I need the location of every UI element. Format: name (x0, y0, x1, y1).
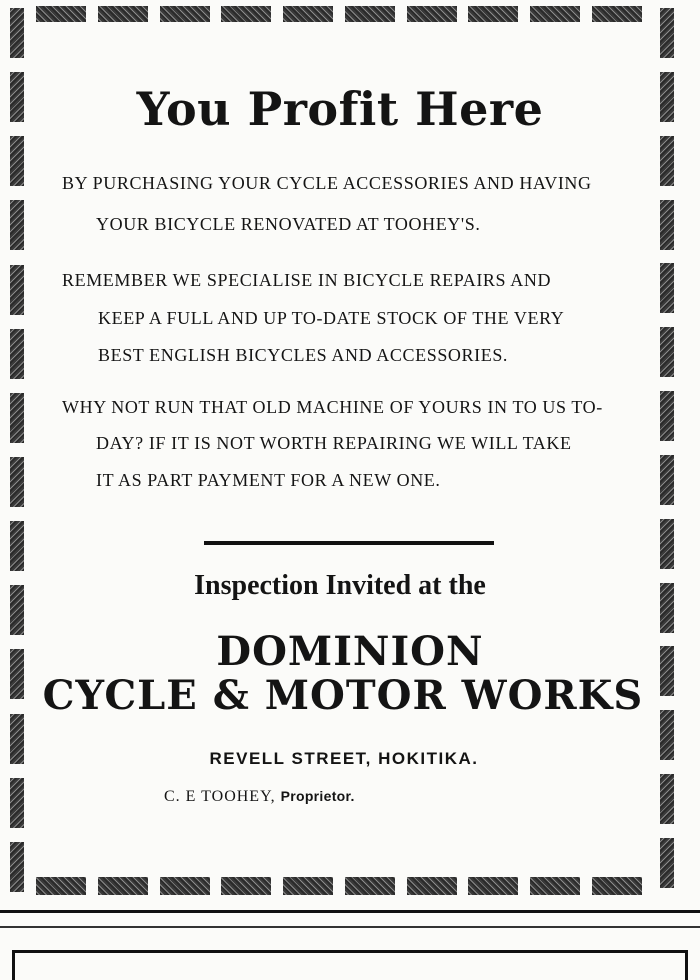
border-segment (407, 6, 457, 22)
border-segment (10, 265, 24, 315)
border-segment (660, 200, 674, 250)
border-segment (530, 6, 580, 22)
border-segment (10, 136, 24, 186)
border-segment (660, 8, 674, 58)
border-segment (98, 6, 148, 22)
body-text-line: KEEP A FULL AND UP TO-DATE STOCK OF THE VERY (98, 308, 565, 328)
decorative-border-bottom (36, 877, 642, 895)
company-name-line-1: DOMINION (216, 628, 484, 675)
proprietor-name: C. E TOOHEY, (164, 788, 276, 805)
border-segment (660, 838, 674, 888)
border-segment (10, 8, 24, 58)
body-text-line: YOUR BICYCLE RENOVATED AT TOOHEY'S. (96, 214, 481, 234)
border-segment (468, 6, 518, 22)
body-text-line: IT AS PART PAYMENT FOR A NEW ONE. (96, 470, 441, 490)
body-text-line: DAY? IF IT IS NOT WORTH REPAIRING WE WILL TAKE (96, 433, 572, 453)
border-segment (221, 877, 271, 895)
border-segment (10, 778, 24, 828)
column-rule (0, 910, 700, 913)
border-segment (660, 455, 674, 505)
border-segment (660, 774, 674, 824)
proprietor-credit (164, 788, 355, 806)
border-segment (283, 6, 333, 22)
border-segment (10, 457, 24, 507)
border-segment (98, 877, 148, 895)
advert-headline: You Profit Here (136, 82, 544, 136)
border-segment (660, 263, 674, 313)
border-segment (221, 6, 271, 22)
border-segment (345, 877, 395, 895)
body-text-line: WHY NOT RUN THAT OLD MACHINE OF YOURS IN TO US TO- (62, 397, 603, 417)
border-segment (345, 6, 395, 22)
border-segment (660, 519, 674, 569)
company-name-line-2: CYCLE & MOTOR WORKS (42, 672, 644, 719)
body-text-line: REMEMBER WE SPECIALISE IN BICYCLE REPAIRS AND (62, 270, 552, 290)
proprietor-role: Proprietor. (280, 788, 355, 804)
next-advert-frame (12, 950, 688, 980)
border-segment (530, 877, 580, 895)
body-text-line: BEST ENGLISH BICYCLES AND ACCESSORIES. (98, 345, 509, 365)
border-segment (36, 877, 86, 895)
border-segment (10, 842, 24, 892)
border-segment (660, 327, 674, 377)
border-segment (283, 877, 333, 895)
border-segment (407, 877, 457, 895)
border-segment (160, 877, 210, 895)
business-address: REVELL STREET, HOKITIKA. (209, 749, 479, 768)
border-segment (660, 136, 674, 186)
body-text-line: BY PURCHASING YOUR CYCLE ACCESSORIES AND HAVING (62, 173, 592, 193)
decorative-border-top (36, 6, 642, 22)
border-segment (10, 393, 24, 443)
section-divider (204, 541, 494, 545)
border-segment (592, 6, 642, 22)
border-segment (10, 329, 24, 379)
invitation-line: Inspection Invited at the (194, 570, 486, 601)
border-segment (10, 200, 24, 250)
border-segment (36, 6, 86, 22)
border-segment (468, 877, 518, 895)
column-rule (0, 926, 700, 928)
border-segment (592, 877, 642, 895)
border-segment (660, 391, 674, 441)
border-segment (10, 521, 24, 571)
border-segment (160, 6, 210, 22)
